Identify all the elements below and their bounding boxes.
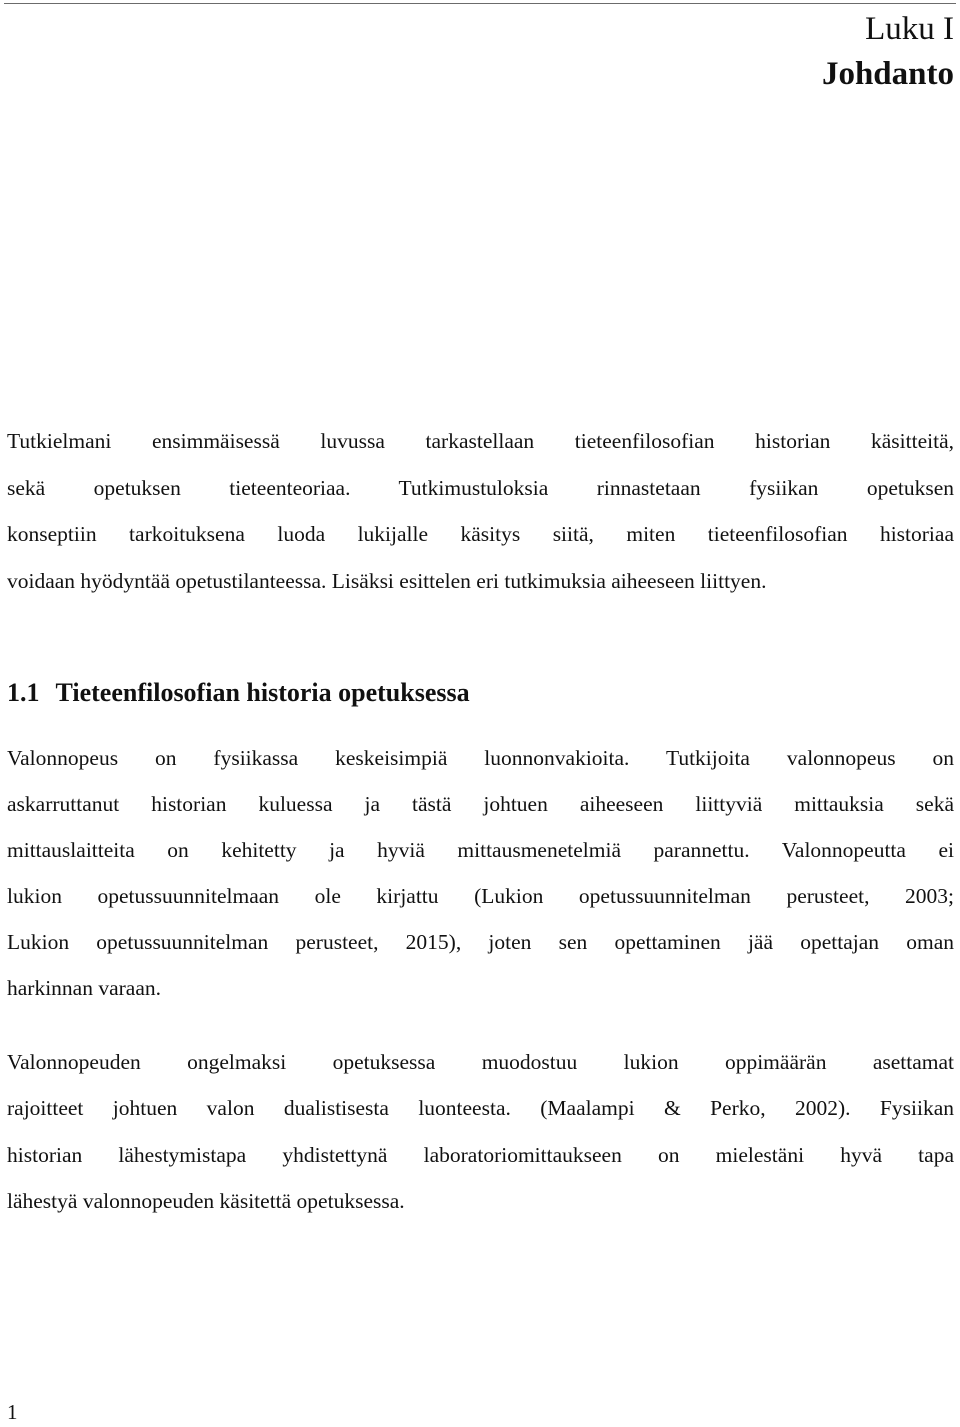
- paragraph-line: harkinnan varaan.: [7, 976, 162, 1000]
- paragraph-line: Valonnopeus on fysiikassa keskeisimpiä luonnonvakioita. Tutkijoita valonnopeus on: [7, 746, 954, 770]
- paragraph-line: voidaan hyödyntää opetustilanteessa. Lisäksi esittelen eri tutkimuksia aiheeseen liittyen.: [7, 568, 767, 593]
- page-number: 1: [7, 1400, 18, 1424]
- body-paragraph: [7, 735, 954, 1011]
- chapter-number: Luku I: [865, 11, 954, 47]
- paragraph-line: askarruttanut historian kuluessa ja tästä johtuen aiheeseen liittyviä mittauksia sekä: [7, 792, 954, 816]
- intro-paragraph: [7, 418, 954, 604]
- paragraph-line: lukion opetussuunnitelmaan ole kirjattu (Lukion opetussuunnitelman perusteet, 2003;: [7, 884, 954, 908]
- header-rule: [4, 3, 956, 4]
- chapter-title: Johdanto: [821, 56, 954, 92]
- paragraph-line: Lukion opetussuunnitelman perusteet, 2015), joten sen opettaminen jää opettajan oman: [7, 930, 954, 954]
- section-title: Tieteenfilosofian historia opetuksessa: [55, 678, 470, 707]
- paragraph-line: Valonnopeuden ongelmaksi opetuksessa muodostuu lukion oppimäärän asettamat: [7, 1050, 954, 1074]
- section-number: 1.1: [7, 678, 40, 707]
- paragraph-line: Tutkielmani ensimmäisessä luvussa tarkastellaan tieteenfilosofian historian käsitteitä,: [7, 429, 954, 453]
- paragraph-line: mittauslaitteita on kehitetty ja hyviä mittausmenetelmiä parannettu. Valonnopeutta ei: [7, 838, 954, 862]
- paragraph-line: lähestyä valonnopeuden käsitettä opetuksessa.: [7, 1188, 405, 1213]
- paragraph-line: rajoitteet johtuen valon dualistisesta luonteesta. (Maalampi & Perko, 2002). Fysiikan: [7, 1096, 954, 1121]
- chapter-heading: [822, 8, 954, 98]
- paragraph-line: konseptiin tarkoituksena luoda lukijalle käsitys siitä, miten tieteenfilosofian historiaa: [7, 522, 954, 546]
- body-paragraph: [7, 1039, 954, 1224]
- paragraph-line: historian lähestymistapa yhdistettynä laboratoriomittaukseen on mielestäni hyvä tapa: [7, 1142, 954, 1167]
- paragraph-line: sekä opetuksen tieteenteoriaa. Tutkimustuloksia rinnastetaan fysiikan opetuksen: [7, 475, 954, 500]
- section-heading: [7, 673, 470, 713]
